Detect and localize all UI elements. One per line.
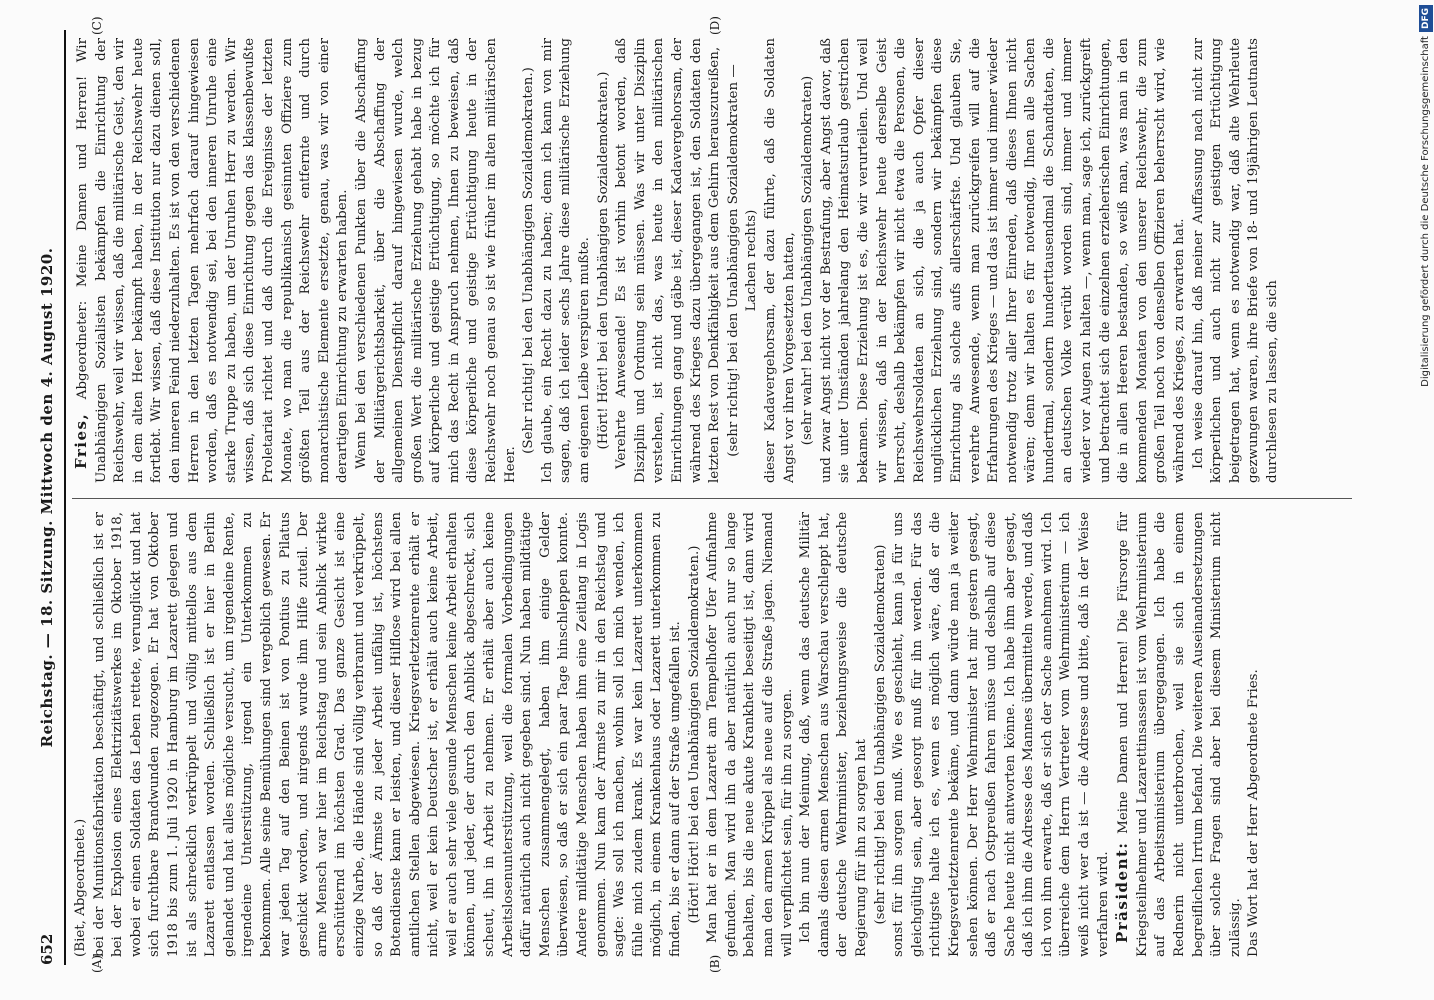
left-column (72, 512, 1358, 957)
paragraph: dieser Kadavergehorsam, der dazu führte, daß die Soldaten Angst vor ihren Vorgesetzten hatten, (762, 38, 797, 483)
right-column (72, 38, 1358, 483)
digitization-credit (1419, 5, 1433, 995)
speech-text: Meine Damen und Herren! Wir Unabhängigen Sozialisten bekämpfen die Einrichtung der Reichswehr, weil wir wissen, daß die militärische Geist, den wir in dem alten Heer bekämpft haben, in der Reichswehr heute fortlebt. Wir wissen, daß diese Institution nur dazu dienen soll, den inneren Feind niederzuhalten. Es ist von den verschiedenen Herren in den letzten Tagen mehrfach darauf hingewiesen worden, daß es notwendig sei, bei den inneren Unruhe eine starke Truppe zu haben, um der Unruhen Herr zu werden. Wir wissen, daß sich diese Einrichtung gegen das klassenbewußte Proletariat richtet und daß durch die Ereignisse der letzten Monate, wo man die republikanisch gesinnten Offiziere zum größten Teil aus der Reichswehr entfernte und durch monarchistische Elemente ersetzte, genau, was wir von einer derartigen Einrichtung zu erwarten haben. (75, 38, 351, 483)
credit-text: Digitalisierung gefördert durch die Deutsche Forschungsgemeinschaft (1420, 36, 1431, 387)
speaker-name: Fries, (72, 412, 90, 469)
paragraph: Das Wort hat der Herr Abgeordnete Fries. (1246, 669, 1262, 957)
paragraph: Ich glaube, ein Recht dazu zu haben; denn ich kann von mir sagen, daß ich leider sechs Jahre diese militärische Erziehung am eigenen Leibe verspüren mußte. (539, 38, 593, 483)
margin-marker-b: (B) (708, 954, 722, 973)
paragraph: und zwar Angst nicht vor der Bestrafung, aber Angst davor, daß sie unter Umständen jahrelang den Heimatsurlaub gestrichen bekamen. Diese Erziehung ist es, die wir verurteilen. Und weil wir wissen, daß in der Reichswehr heute derselbe Geist herrscht, deshalb bekämpfen wir nicht etwa die Personen, die Reichswehrsoldaten an sich, die ja auch Opfer dieser unglücklichen Erziehung sind, sondern wir bekämpfen diese Einrichtung als solche aufs allerschärfste. Und glauben Sie, verehrte Anwesende, wenn man zurückgreifen will auf die Erfahrungen des Krieges — und das ist immer und immer wieder notwendig trotz aller Ihrer Einreden, daß dieses Ihnen nicht wären; denn wir halten es für notwendig, Ihnen alle Sachen hundertmal, sondern hunderttausendmal die Schandtaten, die an deutschen Volke verübt worden sind, immer und immer wieder vor Augen zu halten —, wenn man, sage ich, zurückgreift und betrachtet sich die einzelnen erzieherischen Einrichtungen, die in allen Heeren bestanden, so weiß man, was man in den kommenden Monaten von den unserer Reichswehr, die zum großen Teil noch von denselben Offizieren beherrscht wird, wie während des Krieges, zu erwarten hat. (818, 38, 1188, 483)
paragraph: sonst für ihn sorgen muß. Wie es geschieht, kann ja für uns gleichgültig sein, aber gesorgt muß für ihn werden. Für das richtigste halte ich es, wenn es möglich wäre, daß er die Kriegsverletztenrente bekäme, und dann würde man ja weiter sehen können. Der Herr Wehrminister hat mir gestern gesagt, daß er nach Ostpreußen fahren müsse und deshalb auf diese Sache heute nicht antworten könne. Ich habe ihm aber gesagt, daß ich ihm die Adresse des Mannes übermitteln werde, und daß ich von ihm erwarte, daß er sich der Sache annehmen wird. Ich überreiche dem Herrn Vertreter vom Wehrministerium — ich weiß nicht wer da ist — die Adresse und bitte, daß in der Weise verfahren wird. (891, 512, 1111, 957)
page-number: 652 (38, 933, 56, 965)
dfg-logo: DFG (1419, 5, 1433, 32)
running-title: Reichstag. — 18. Sitzung. Mittwoch den 4. August 1920. (38, 247, 56, 748)
interjection: (sehr richtig! bei den Unabhängigen Sozialdemokraten — Lachen rechts) (725, 64, 760, 457)
speech-paragraph (72, 38, 353, 483)
paragraph: Verehrte Anwesende! Es ist vorhin betont worden, daß Disziplin und Ordnung sein müssen. Was wir unter Disziplin verstehen, ist nicht das, was heute in den militärischen Einrichtungen gang und gäbe ist, dieser Kadavergehorsam, der während des Krieges dazu übergegangen ist, den Soldaten den letzten Rest von Denkfähigkeit aus dem Gehirn herauszureißen, (614, 38, 723, 483)
paragraph: Ich weise darauf hin, daß meiner Auffassung nach nicht zur körperlichen und auch nicht zur geistigen Ertüchtigung beigetragen hat, wenn es notwendig war, daß alte Wehrleute gezwungen waren, ihre Briefe von 18- und 19jährigen Leutnants durchlesen zu lassen, die sich (1190, 38, 1280, 483)
speech-paragraph (1113, 512, 1245, 957)
interjection: (Hört! Hört! bei den Unabhängigen Sozialdemokraten.) (686, 545, 702, 924)
margin-marker-c: (C) (90, 16, 104, 35)
speaker-role: Abgeordneter: (75, 300, 90, 400)
interjection: (Sehr richtig! bei den Unabhängigen Sozialdemokraten.) (521, 67, 537, 454)
header-rule (64, 30, 66, 965)
speech-text: Meine Damen und Herren! Die Fürsorge für Kriegsteilnehmer und Lazarettinsassen ist vom Wehrministerium auf das Arbeitsministerium übergegangen. Ich habe die Rednerin nicht unterbrochen, weil sie sich in einem begreiflichen Irrtum befand. Die weiteren Auseinandersetzungen über solche Fragen sind aber bei diesem Ministerium nicht zulässig. (1116, 512, 1243, 957)
interjection: (Hört! Hört! bei den Unabhängigen Sozialdemokraten.) (595, 71, 611, 450)
interjection: (sehr richtig! bei den Unabhängigen Sozialdemokraten) (872, 544, 888, 925)
document-page (28, 16, 1358, 973)
running-header (28, 30, 68, 965)
interjection: (sehr wahr! bei den Unabhängigen Sozialdemokraten) (800, 75, 816, 446)
margin-marker-a: (A) (90, 954, 104, 973)
speaker-continuation: (Biet, Abgeordnete.) (73, 818, 88, 957)
credit-line (1419, 5, 1433, 995)
paragraph: Ich bin nun der Meinung, daß, wenn das deutsche Militär damals diesen armen Menschen aus Warschau verschleppt hat, der deutsche Wehrminister, beziehungsweise die deutsche Regierung für ihn zu sorgen hat (798, 512, 869, 957)
column-separator (72, 498, 1352, 499)
margin-marker-d: (D) (708, 16, 722, 35)
paragraph: Wenn bei den verschiedenen Punkten über die Abschaffung der Militärgerichtsbarkeit, über die Abschaffung der allgemeinen Dienstpflicht darauf hingewiesen wurde, welch großen Wert die militärische Erziehung gehabt habe in bezug auf körperliche und geistige Ertüchtigung, so möchte ich für mich das Recht in Anspruch nehmen, Ihnen zu beweisen, daß diese körperliche und geistige Ertüchtigung heute in der Reichswehr noch genau so ist wie früher im alten militärischen Heer. (353, 38, 518, 483)
speaker-name: Präsident: (1113, 841, 1132, 943)
paragraph: bei der Munitionsfabrikation beschäftigt, und schließlich ist er bei der Explosion eines Elektrizitätswerkes im Oktober 1918, wobei er einen Soldaten das Leben rettete, verunglückt und hat sich furchtbare Brandwunden zugezogen. Er hat von Oktober 1918 bis zum 1. Juli 1920 in Hamburg im Lazarett gelegen und ist als schrecklich verkrüppelt und völlig mittellos aus dem Lazarett entlassen worden. Schließlich ist er hier in Berlin gelandet und hat alles mögliche versucht, um irgendeine Rente, irgendeine Unterstützung, irgend ein Unterkommen zu bekommen. Alle seine Bemühungen sind vergeblich gewesen. Er war jeden Tag auf den Beinen ist von Pontius zu Pilatus geschickt worden, und nirgends wurde ihm Hilfe zuteil. Der arme Mensch war hier im Reichstag und sein Anblick wirkte erschütternd im höchsten Grad. Das ganze Gesicht ist eine einzige Narbe, die Hände sind völlig verbrannt und verkrüppelt, so daß der Ärmste zu jeder Arbeit unfähig ist, höchstens Botendienste kann er leisten, und dieser Hilflose wird bei allen amtlichen Stellen abgewiesen. Kriegsverletztenrente erhält er nicht, weil er kein Deutscher ist, er erhält auch keine Arbeit, weil er auch sehr viele gesunde Menschen keine Arbeit erhalten können, und jeder, der durch den Anblick abgeschreckt, sich scheut, ihn in Arbeit zu nehmen. Er erhält aber auch keine Arbeitslosenunterstützung, weil die formalen Vorbedingungen dafür natürlich auch nicht gegeben sind. Nun haben mildtätige Menschen zusammengelegt, haben ihm einige Gelder überwiesen, so daß er sich ein paar Tage hinschleppen konnte. Andere mildtätige Menschen haben ihm eine Zeitlang in Logis genommen. Nun kam der Ärmste zu mir in den Reichstag und sagte: Was soll ich machen, wohin soll ich mich wenden, ich fühle mich zudem krank. Es war kein Lazarett unterkommen möglich, in einem Krankenhaus oder Lazarett unterkommen zu finden, bis er dann auf der Straße umgefallen ist. (91, 512, 683, 957)
paragraph: Man hat er in dem Lazarett am Tempelhofer Ufer Aufnahme gefunden. Man wird ihn da aber natürlich auch nur so lange behalten, bis die neue akute Krankheit beseitigt ist, dann wird man den armen Krüppel als neue auf die Straße jagen. Niemand will verpflichtet sein, für ihn zu sorgen. (705, 512, 795, 957)
